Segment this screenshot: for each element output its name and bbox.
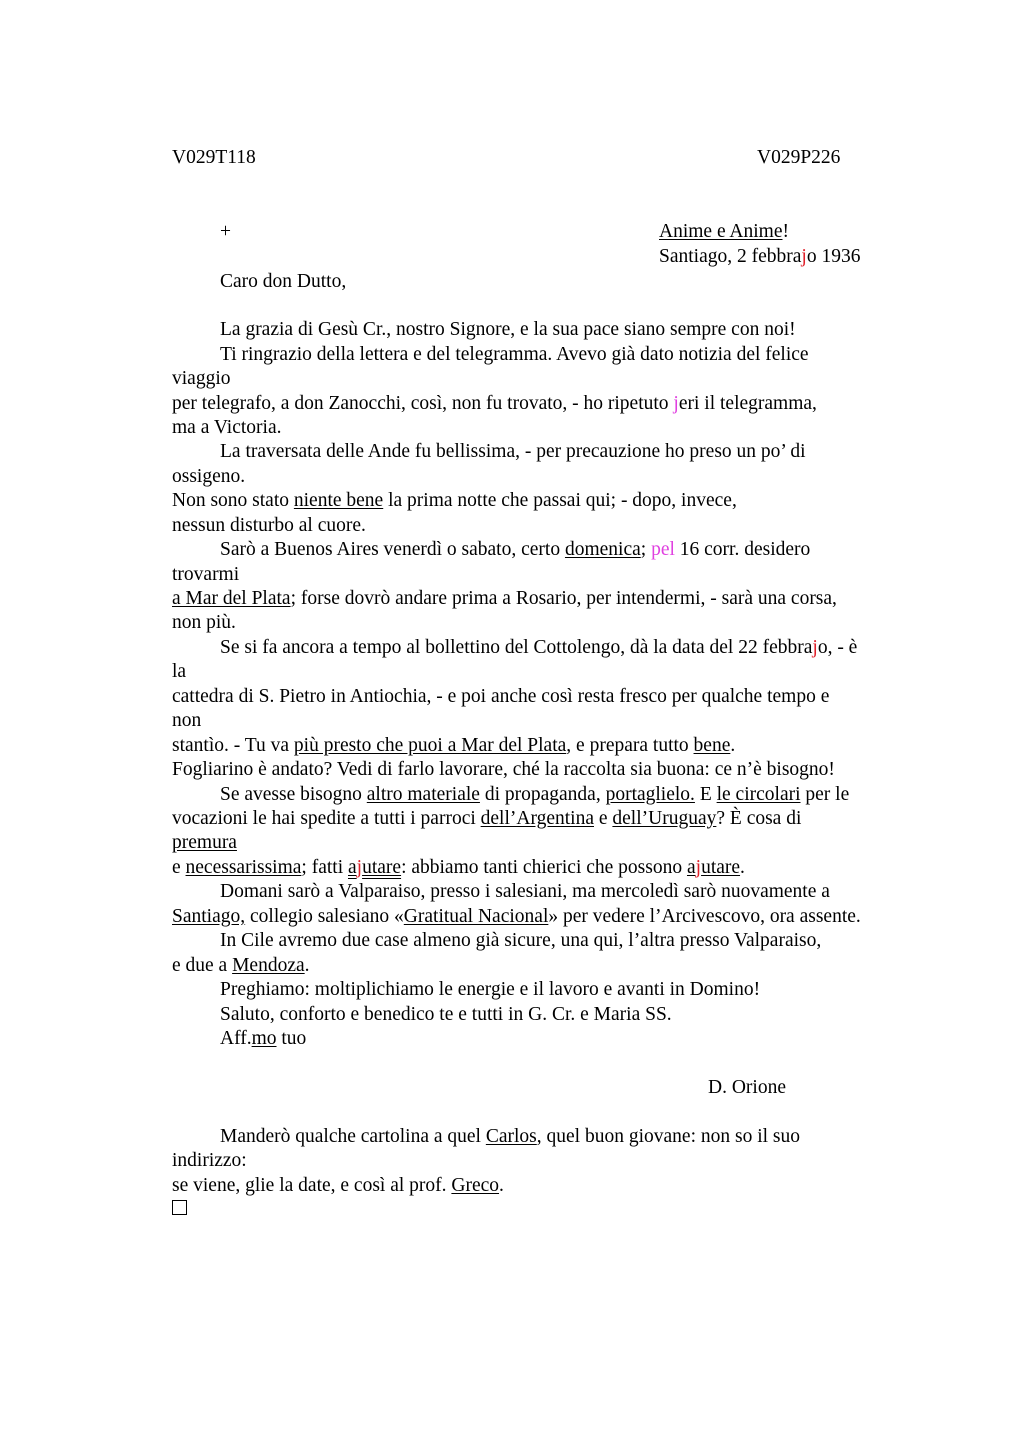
p6-line-3: premura [172,832,237,853]
p8-line-2: e due a Mendoza. [172,955,310,976]
cross-symbol: + [220,221,231,242]
ps-line-3: se viene, glie la date, e così al prof. Greco. [172,1175,504,1196]
end-box-symbol [172,1200,187,1215]
p7-line-2: Santiago, collegio salesiano «Gratitual Nacional» per vedere l’Arcivescovo, ora assente. [172,906,861,927]
p5-line-6: Fogliarino è andato? Vedi di farlo lavorare, ché la raccolta sia buona: ce n’è bisogno! [172,759,835,780]
p8-line-1: In Cile avremo due case almeno già sicure, una qui, l’altra presso Valparaiso, [220,930,822,951]
p2-line-2: viaggio [172,368,231,389]
p4-line-3: a Mar del Plata; forse dovrò andare prima a Rosario, per intendermi, - sarà una corsa, [172,588,837,609]
header-right-code: V029P226 [757,147,841,168]
p5-line-5: stantìo. - Tu va più presto che puoi a Mar del Plata, e prepara tutto bene. [172,735,736,756]
p4-line-4: non più. [172,612,236,633]
p5-line-4: non [172,710,202,731]
p3-line-2: ossigeno. [172,466,246,487]
p5-line-3: cattedra di S. Pietro in Antiochia, - e poi anche così resta fresco per qualche tempo e [172,686,830,707]
p4-line-1: Sarò a Buenos Aires venerdì o sabato, certo domenica; pel 16 corr. desidero [220,539,811,560]
p6-line-1: Se avesse bisogno altro materiale di propaganda, portaglielo. E le circolari per le [220,784,850,805]
header-left-code: V029T118 [172,147,256,168]
signature: D. Orione [708,1077,786,1098]
p6-line-2: vocazioni le hai spedite a tutti i parroci dell’Argentina e dell’Uruguay? È cosa di [172,808,802,829]
p4-line-2: trovarmi [172,564,240,585]
closing: Aff.mo tuo [220,1028,307,1049]
p6-line-4: e necessarissima; fatti ajutare: abbiamo tanti chierici che possono ajutare. [172,857,745,878]
p3-line-3: Non sono stato niente bene la prima notte che passai qui; - dopo, invece, [172,490,737,511]
p3-line-4: nessun disturbo al cuore. [172,515,366,536]
paragraph-10: Saluto, conforto e benedico te e tutti in G. Cr. e Maria SS. [220,1004,672,1025]
ps-line-2: indirizzo: [172,1150,247,1171]
p7-line-1: Domani sarò a Valparaiso, presso i salesiani, ma mercoledì sarò nuovamente a [220,881,830,902]
motto: Anime e Anime! [659,221,789,242]
ps-line-1: Manderò qualche cartolina a quel Carlos, quel buon giovane: non so il suo [220,1126,800,1147]
dateline: Santiago, 2 febbrajo 1936 [659,246,861,267]
p5-line-2: la [172,661,187,682]
p2-line-1: Ti ringrazio della lettera e del telegramma. Avevo già dato notizia del felice [220,344,809,365]
p2-line-4: ma a Victoria. [172,417,282,438]
p2-line-3: per telegrafo, a don Zanocchi, così, non fu trovato, - ho ripetuto jeri il telegramma, [172,393,817,414]
paragraph-1: La grazia di Gesù Cr., nostro Signore, e la sua pace siano sempre con noi! [220,319,796,340]
salutation: Caro don Dutto, [220,271,347,292]
p5-line-1: Se si fa ancora a tempo al bollettino del Cottolengo, dà la data del 22 febbrajo, - è [220,637,858,658]
p3-line-1: La traversata delle Ande fu bellissima, - per precauzione ho preso un po’ di [220,441,806,462]
paragraph-9: Preghiamo: moltiplichiamo le energie e il lavoro e avanti in Domino! [220,979,761,1000]
